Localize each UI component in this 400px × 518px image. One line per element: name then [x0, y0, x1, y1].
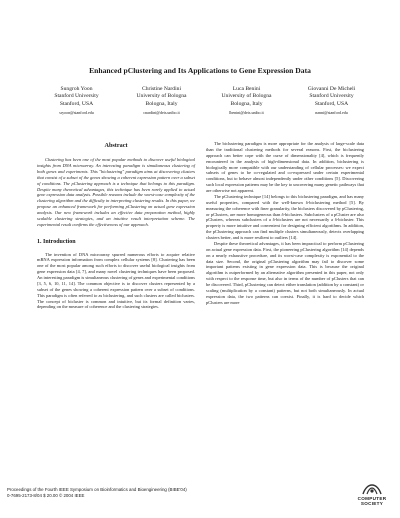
author-name: Christine Nardini	[142, 86, 181, 92]
logo-text-line: SOCIETY	[360, 501, 384, 507]
author-2	[119, 86, 204, 115]
body-paragraph: The pClustering technique [14] belongs to this biclustering paradigm, and has many useful properties, compared with the well-known δ-biclustering method [5]. By measuring the coherence with finer granularity, the biclusters discovered by pClustering, or pClusters, are more homogeneous than δ-biclusters. Subclusters of a pCluster are also pClusters, whereas subclusters of a δ-biclusters are not necessarily a δ-bicluster. This property is more intuitive and convenient for designing efficient algorithms. In addition, the pClustering approach can find multiple clusters simultaneously, detects overlapping clusters better, and is more resilient to outliers [14].	[206, 193, 364, 240]
author-email: nanni@stanford.edu	[315, 109, 348, 115]
author-affiliation: University of Bologna	[136, 93, 187, 100]
computer-society-logo	[350, 480, 394, 506]
author-4	[289, 86, 374, 115]
author-location: Bologna, Italy	[145, 100, 178, 107]
author-email: sryoon@stanford.edu	[59, 109, 94, 115]
abstract-text: Clustering has been one of the most popular methods to discover useful biological insights from DNA microarray. An interesting paradigm is simultaneous clustering of both genes and experiments. This "biclustering" paradigm aims at discovering clusters that consist of a subset of the genes showing a coherent expression pattern over a subset of conditions. The pClustering approach is a technique that belongs to this paradigm. Despite many theoretical advantages, this technique has been rarely applied to actual gene expression data analysis. Possible reasons include the worst-case complexity of the clustering algorithm and the difficulty in interpreting clustering results. In this paper, we propose an enhanced framework for performing pClustering on actual gene expression analysis. Our new framework includes an effective data preparation method, highly scalable clustering strategies, and an intuitive result interpretation scheme. The experimental result confirms the effectiveness of our approach.	[37, 157, 195, 227]
body-paragraph: Despite these theoretical advantages, it has been impractical to perform pClustering on actual gene expression data. First, the pioneering pClustering algorithm [14] depends on a nearly exhaustive procedure, and its worst-case complexity is exponential to the data size. Second, the original pClustering algorithm may fail to discover some important patterns existing in gene expression data. This is because the original algorithm is outperformed by an alternative algorithm presented in this paper, not only with respect to the response time, but also in terms of the number of pClusters that can be discovered. Third, pClustering can detect either translation (addition by a constant) or scaling (multiplication by a constant) patterns, but not both simultaneously. In actual expression data, the two patterns can coexist. Finally, it is hard to decide which pClusters are more	[206, 240, 364, 305]
author-name: Sungroh Yoon	[60, 86, 93, 92]
body-paragraph: The biclustering paradigm is more appropriate for the analysis of large-scale data than the traditional clustering methods for several reasons. First, the biclustering approach can better cope with the curse of dimensionality [4], which is frequently encountered in the analysis of high-dimensional data. In addition, biclustering is biologically more compatible with our understanding of cellular processes: we expect subsets of genes to be co-regulated and co-expressed under certain experimental conditions, but to behave almost independently under other conditions [5]. Discovering such local expression patterns may be the key to uncovering many genetic pathways that are otherwise not apparent.	[206, 141, 364, 193]
author-location: Stanford, USA	[59, 100, 94, 107]
abstract-heading: Abstract	[104, 142, 128, 149]
section-heading-introduction: 1. Introduction	[37, 238, 76, 245]
computer-society-emblem-icon	[361, 480, 383, 496]
author-block	[34, 86, 374, 115]
author-email: cnardini@deis.unibo.it	[143, 109, 180, 115]
proceedings-footer	[7, 487, 187, 499]
author-1	[34, 86, 119, 115]
author-name: Giovanni De Micheli	[307, 86, 356, 92]
author-affiliation: University of Bologna	[221, 93, 272, 100]
author-location: Stanford, USA	[314, 100, 349, 107]
author-3	[204, 86, 289, 115]
left-column	[37, 142, 195, 310]
author-affiliation: Stanford University	[309, 93, 354, 100]
author-affiliation: Stanford University	[54, 93, 99, 100]
logo-text-line: COMPUTER	[357, 496, 387, 501]
right-column	[206, 141, 364, 306]
paper-title: Enhanced pClustering and Its Applications to Gene Expression Data	[89, 66, 311, 75]
footer-isbn-line: 0-7695-2173-8/04 $ 20.00 © 2004 IEEE	[7, 492, 85, 498]
author-location: Bologna, Italy	[230, 100, 263, 107]
footer-proceedings-line: Proceedings of the Fourth IEEE Symposium on Bioinformatics and Bioengineering (BIBE'04)	[7, 487, 187, 492]
intro-paragraph: The invention of DNA microarray spurred numerous efforts to acquire relative mRNA expression information from complex cellular systems [8]. Clustering has been one of the most popular among such efforts to discover useful biological insights from gene expression data [4, 7], and many novel clustering techniques have been proposed. An interesting paradigm is simultaneous clustering of genes and experimental conditions [3, 5, 6, 10, 11, 14]. The common objective is to discover clusters represented by a subset of the genes showing a coherent expression pattern over a subset of conditions. This paradigm is often referred to as biclustering, and such clusters are called biclusters. The concept of bicluster is common and intuitive, but its formal definition varies, depending on the measure of coherence and the clustering strategies.	[37, 251, 195, 310]
author-name: Luca Benini	[232, 86, 261, 92]
author-email: lbenini@deis.unibo.it	[229, 109, 264, 115]
